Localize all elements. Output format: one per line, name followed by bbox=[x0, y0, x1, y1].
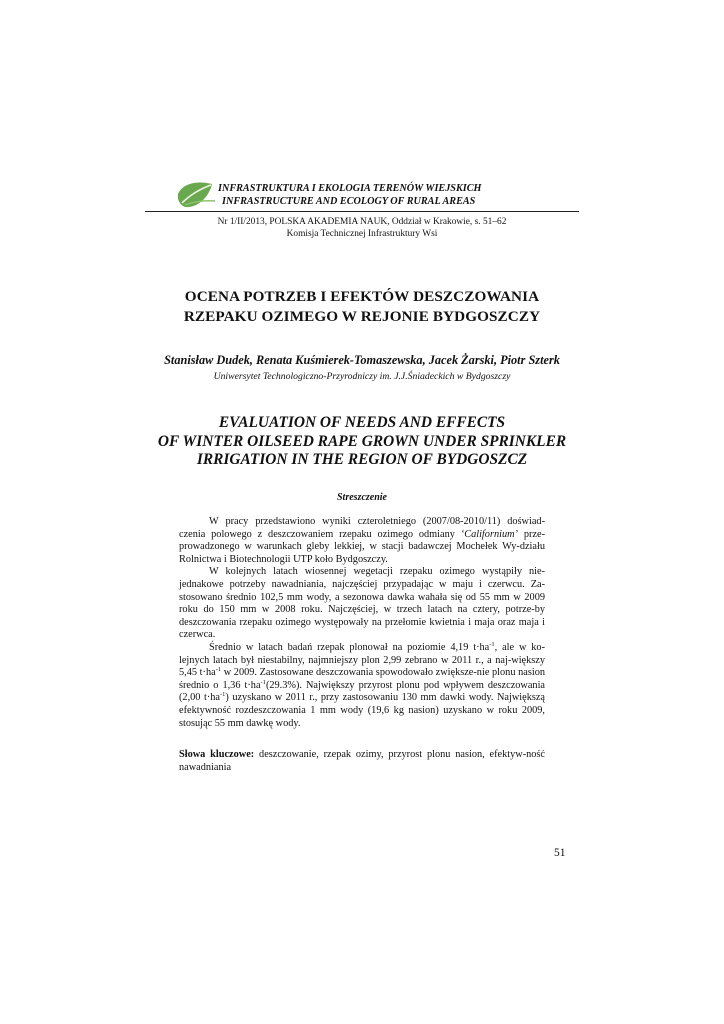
text-run: , ale w ko-lejnych latach był niestabilny, najmniejszy plon 2,99 zebrano w 2011 r., a naj-większy 5,45 bbox=[179, 641, 545, 679]
text-run: w 2009. Zastosowane deszczowania spowodowało zwiększe-nie plonu nasion średnio o 1,36 bbox=[179, 667, 545, 691]
title-en-line1: EVALUATION OF NEEDS AND EFFECTS bbox=[218, 414, 506, 431]
title-en-line2: OF WINTER OILSEED RAPE GROWN UNDER SPRINKLER bbox=[157, 432, 567, 450]
title-pl-line2: RZEPAKU OZIMEGO W REJONIE BYDGOSZCZY bbox=[183, 308, 541, 325]
affiliation: Uniwersytet Technologiczno-Przyrodniczy im. J.J.Śniadeckich w Bydgoszczy bbox=[213, 371, 511, 382]
abstract-paragraph bbox=[179, 642, 545, 730]
unit: $t\cdot ha^{-1}$ bbox=[203, 691, 226, 704]
journal-title-en: INFRASTRUCTURE AND ECOLOGY OF RURAL AREAS bbox=[222, 195, 476, 207]
text-run: (29.3%). Największy przyrost plonu pod wpływem deszczowania (2,00 bbox=[179, 679, 545, 704]
keywords bbox=[179, 749, 545, 774]
journal-title-pl: INFRASTRUKTURA I EKOLOGIA TERENÓW WIEJSKICH bbox=[218, 183, 482, 194]
title-en-line3: IRRIGATION IN THE REGION OF BYDGOSZCZ bbox=[196, 451, 528, 468]
article-title-en bbox=[100, 414, 624, 470]
page-number: 51 bbox=[554, 847, 566, 859]
abstract-paragraph bbox=[179, 516, 545, 566]
article-title-pl bbox=[100, 287, 624, 327]
committee-line: Komisja Technicznej Infrastruktury Wsi bbox=[286, 229, 438, 239]
unit: $t\cdot ha^{-1}$ bbox=[199, 666, 222, 679]
text-run: Średnio w latach badań rzepak plonował na poziomie 4,19 bbox=[209, 641, 474, 653]
text-run: prze-prowadzonego w warunkach gleby lekkiej, w stacji badawczej Mochełek Wy-działu Rolnictwa i Biotechnologii UTP koło Bydgoszczy. bbox=[179, 528, 545, 565]
issue-info bbox=[145, 216, 579, 240]
abstract-body bbox=[179, 516, 545, 730]
abstract-paragraph: W kolejnych latach wiosennej wegetacji rzepaku ozimego wystąpiły nie-jednakowe potrzeby nawadniania, najczęściej przypadając w maju i czerwcu. Za-stosowano średnio 102,5 mm wody, a sezonowa dawka wahała się od 55 mm w 2009 roku do 150 mm w 2008 roku. Najczęściej, w trzech latach na cztery, potrze-by deszczowania rzepaku ozimego występowały na przełomie kwietnia i maja oraz maja i czerwca. bbox=[179, 566, 545, 641]
unit: $t\cdot ha^{-1}$ bbox=[244, 678, 266, 691]
abstract-heading: Streszczenie bbox=[337, 492, 387, 503]
journal-header bbox=[218, 183, 578, 208]
keywords-label: Słowa kluczowe: bbox=[179, 749, 255, 760]
title-pl-line1: OCENA POTRZEB I EFEKTÓW DESZCZOWANIA bbox=[184, 288, 540, 305]
cultivar-name: ‘Californium’ bbox=[460, 528, 518, 540]
unit: $t\cdot ha^{-1}$ bbox=[473, 640, 495, 653]
authors: Stanisław Dudek, Renata Kuśmierek-Tomaszewska, Jacek Żarski, Piotr Szterk bbox=[164, 353, 560, 367]
leaf-logo-icon bbox=[176, 181, 216, 211]
text-run: W pracy przedstawiono wyniki czteroletniego (2007/08-2010/11) doświad-czenia polowego z deszczowaniem rzepaku ozimego odmiany bbox=[179, 516, 545, 540]
header-rule bbox=[145, 211, 579, 212]
text-run: ) uzyskano w 2011 r., przy zastosowaniu 130 mm dawki wody. Największą efektywność rozdeszczowania 1 mm wody (19,6 kg nasion) uzyskano w roku 2009, stosując 55 mm dawkę wody. bbox=[179, 692, 545, 729]
issue-line: Nr 1/II/2013, POLSKA AKADEMIA NAUK, Oddział w Krakowie, s. 51–62 bbox=[217, 217, 507, 227]
keywords-text: deszczowanie, rzepak ozimy, przyrost plonu nasion, efektyw-ność nawadniania bbox=[179, 749, 545, 773]
